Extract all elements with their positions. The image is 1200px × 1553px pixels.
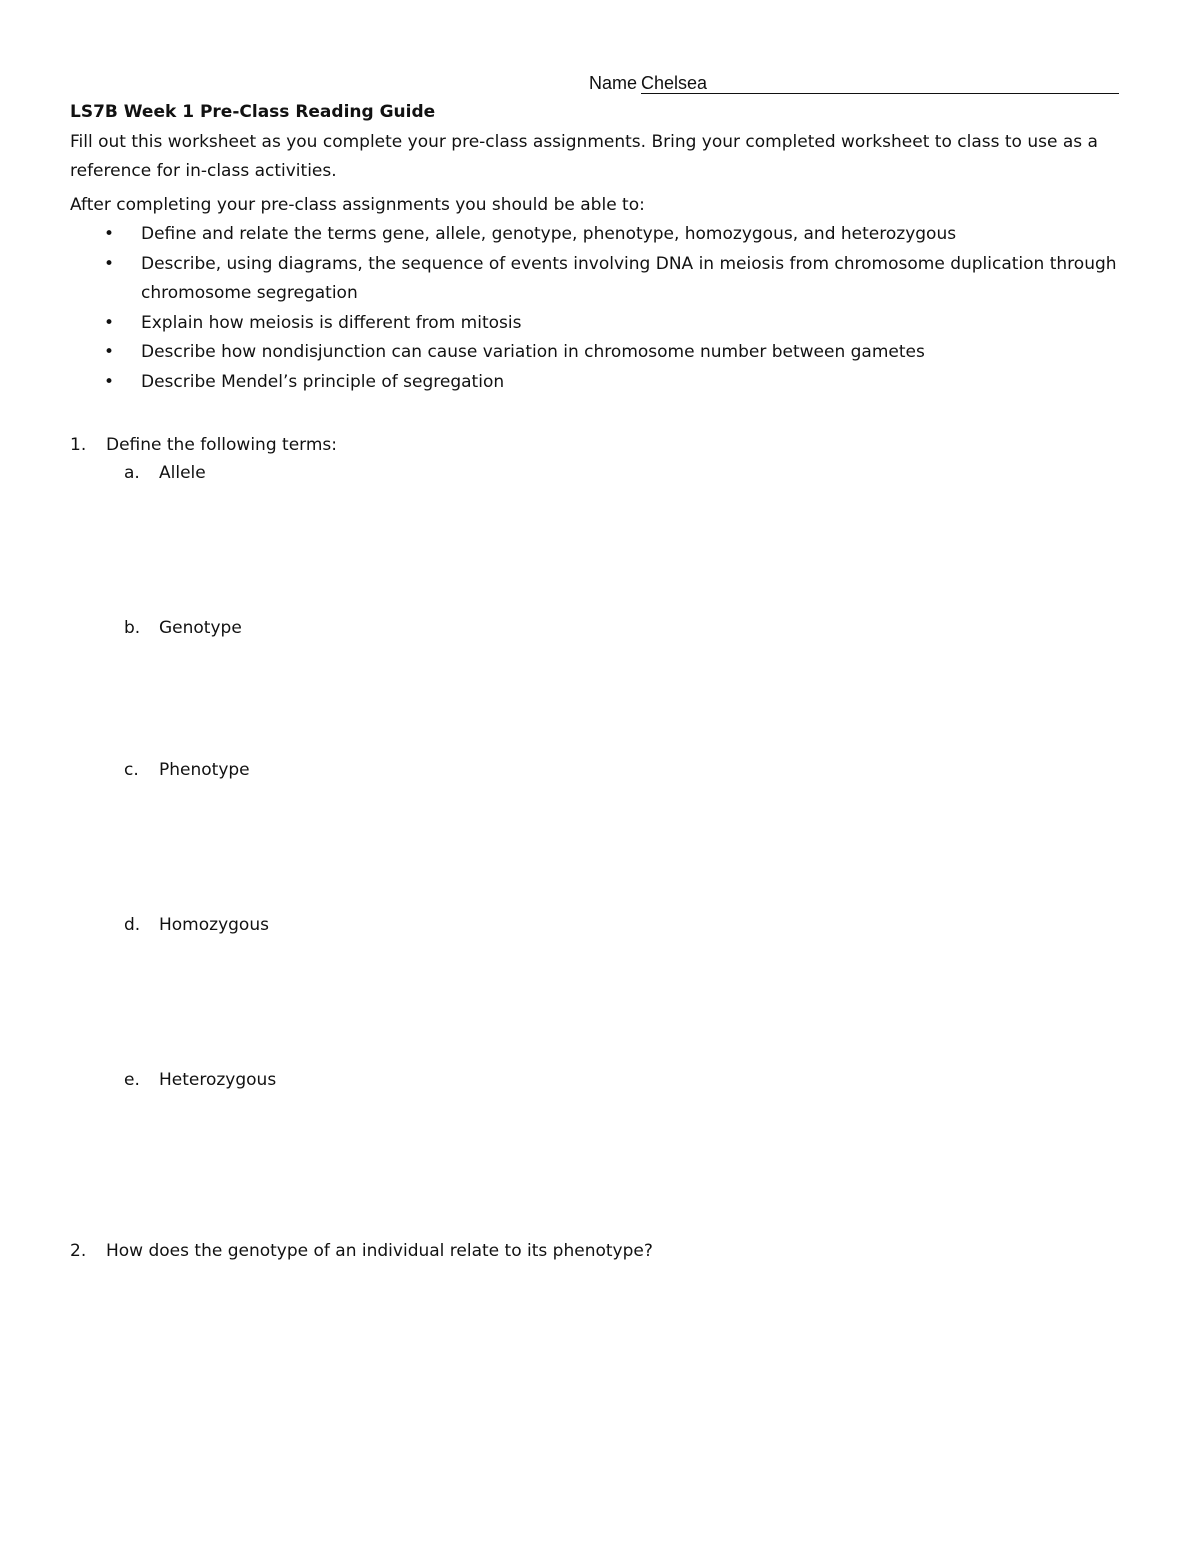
objectives-lead: After completing your pre-class assignments you should be able to: bbox=[70, 194, 645, 215]
objective-item: • Describe, using diagrams, the sequence of events involving DNA in meiosis from chromosome duplication through chromosome segregation bbox=[70, 250, 1130, 309]
objectives-list bbox=[70, 220, 1130, 397]
worksheet-title: LS7B Week 1 Pre-Class Reading Guide bbox=[70, 102, 436, 122]
term-label: Allele bbox=[159, 463, 206, 483]
worksheet-body bbox=[70, 98, 1130, 397]
question-number: 2. bbox=[70, 1241, 87, 1261]
term-phenotype bbox=[124, 756, 250, 786]
bullet-icon: • bbox=[104, 253, 115, 274]
bullet-icon: • bbox=[104, 224, 115, 244]
term-allele bbox=[124, 459, 206, 489]
bullet-icon: • bbox=[104, 342, 115, 362]
term-label: Heterozygous bbox=[159, 1070, 277, 1090]
bullet-icon: • bbox=[104, 371, 115, 392]
term-letter: e. bbox=[124, 1070, 140, 1090]
intro-paragraph: Fill out this worksheet as you complete your pre-class assignments. Bring your completed worksheet to class to use as a reference for in-class activities. bbox=[70, 131, 1098, 181]
term-homozygous bbox=[124, 911, 269, 941]
term-letter: a. bbox=[124, 463, 140, 483]
objective-item: • Explain how meiosis is different from mitosis bbox=[70, 309, 1130, 339]
term-genotype bbox=[124, 614, 242, 644]
term-letter: b. bbox=[124, 618, 141, 638]
question-text: How does the genotype of an individual relate to its phenotype? bbox=[106, 1241, 653, 1261]
term-label: Phenotype bbox=[159, 760, 250, 780]
bullet-icon: • bbox=[104, 312, 115, 333]
name-value: Chelsea bbox=[641, 73, 1119, 94]
question-2 bbox=[70, 1237, 653, 1267]
objective-item: • Describe how nondisjunction can cause variation in chromosome number between gametes bbox=[70, 338, 1130, 368]
question-number: 1. bbox=[70, 435, 87, 455]
name-field bbox=[589, 73, 1130, 94]
objective-item: • Describe Mendel’s principle of segregation bbox=[70, 368, 1130, 398]
objective-item: • Define and relate the terms gene, allele, genotype, phenotype, homozygous, and heterozygous bbox=[70, 220, 1130, 250]
question-text: Define the following terms: bbox=[106, 435, 337, 455]
name-label: Name bbox=[589, 73, 638, 93]
term-heterozygous bbox=[124, 1066, 276, 1096]
term-letter: c. bbox=[124, 760, 139, 780]
term-letter: d. bbox=[124, 915, 141, 935]
term-label: Homozygous bbox=[159, 915, 269, 935]
question-1 bbox=[70, 431, 337, 461]
term-label: Genotype bbox=[159, 618, 242, 638]
